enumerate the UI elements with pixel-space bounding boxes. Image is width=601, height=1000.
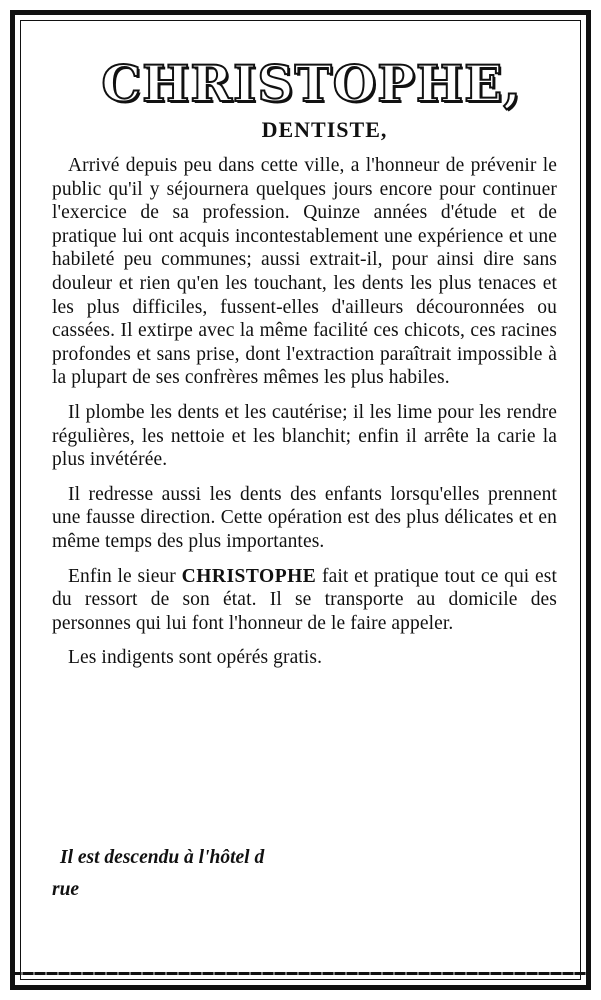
page-title: CHRISTOPHE, <box>101 54 522 113</box>
footer-hotel-line: Il est descendu à l'hôtel d <box>60 847 265 868</box>
paragraph-filling: Il plombe les dents et les cautérise; il les lime pour les rendre régulières, les nettoie et les blanchit; enfin il arrête la carie la plus invétérée. <box>52 401 557 471</box>
paragraph-services <box>52 565 557 636</box>
page-subtitle: DENTISTE, <box>261 117 388 142</box>
paragraph-services-intro: Enfin le sieur <box>68 565 182 587</box>
footer-street-line: rue <box>52 879 80 900</box>
paragraph-arrival: Arrivé depuis peu dans cette ville, a l'honneur de prévenir le public qu'il y séjournera quelques jours encore pour continuer l'exercice de sa profession. Quinze années d'étude et de pratique lui ont acquis incontestablement une expérience et une habileté peu communes; aussi extrait-il, pour ainsi dire sans douleur et rien qu'en les touchant, les dents les plus tenaces et les plus difficiles, fussent-elles d'ailleurs découronnées ou cassées. Il extirpe avec la même facilité ces chicots, ces racines profondes et sans prise, dont l'extraction paraîtrait impossible à la plupart de ses confrères mêmes les plus habiles. <box>52 155 557 389</box>
footer-address <box>52 842 265 906</box>
bottom-decorative-rule <box>15 972 586 975</box>
paragraph-indigents: Les indigents sont opérés gratis. <box>68 647 323 669</box>
dentist-name: CHRISTOPHE <box>181 565 317 587</box>
paragraph-services-rest: fait et pratique tout ce qui est du ressort de son état. Il se transporte au domicile des personnes qui lui font l'honneur de le faire appeler. <box>52 565 557 634</box>
notice-body <box>52 56 557 670</box>
paragraph-children: Il redresse aussi les dents des enfants lorsqu'elles prennent une fausse direction. Cette opération est des plus délicates et en même temps des plus importantes. <box>52 483 557 552</box>
